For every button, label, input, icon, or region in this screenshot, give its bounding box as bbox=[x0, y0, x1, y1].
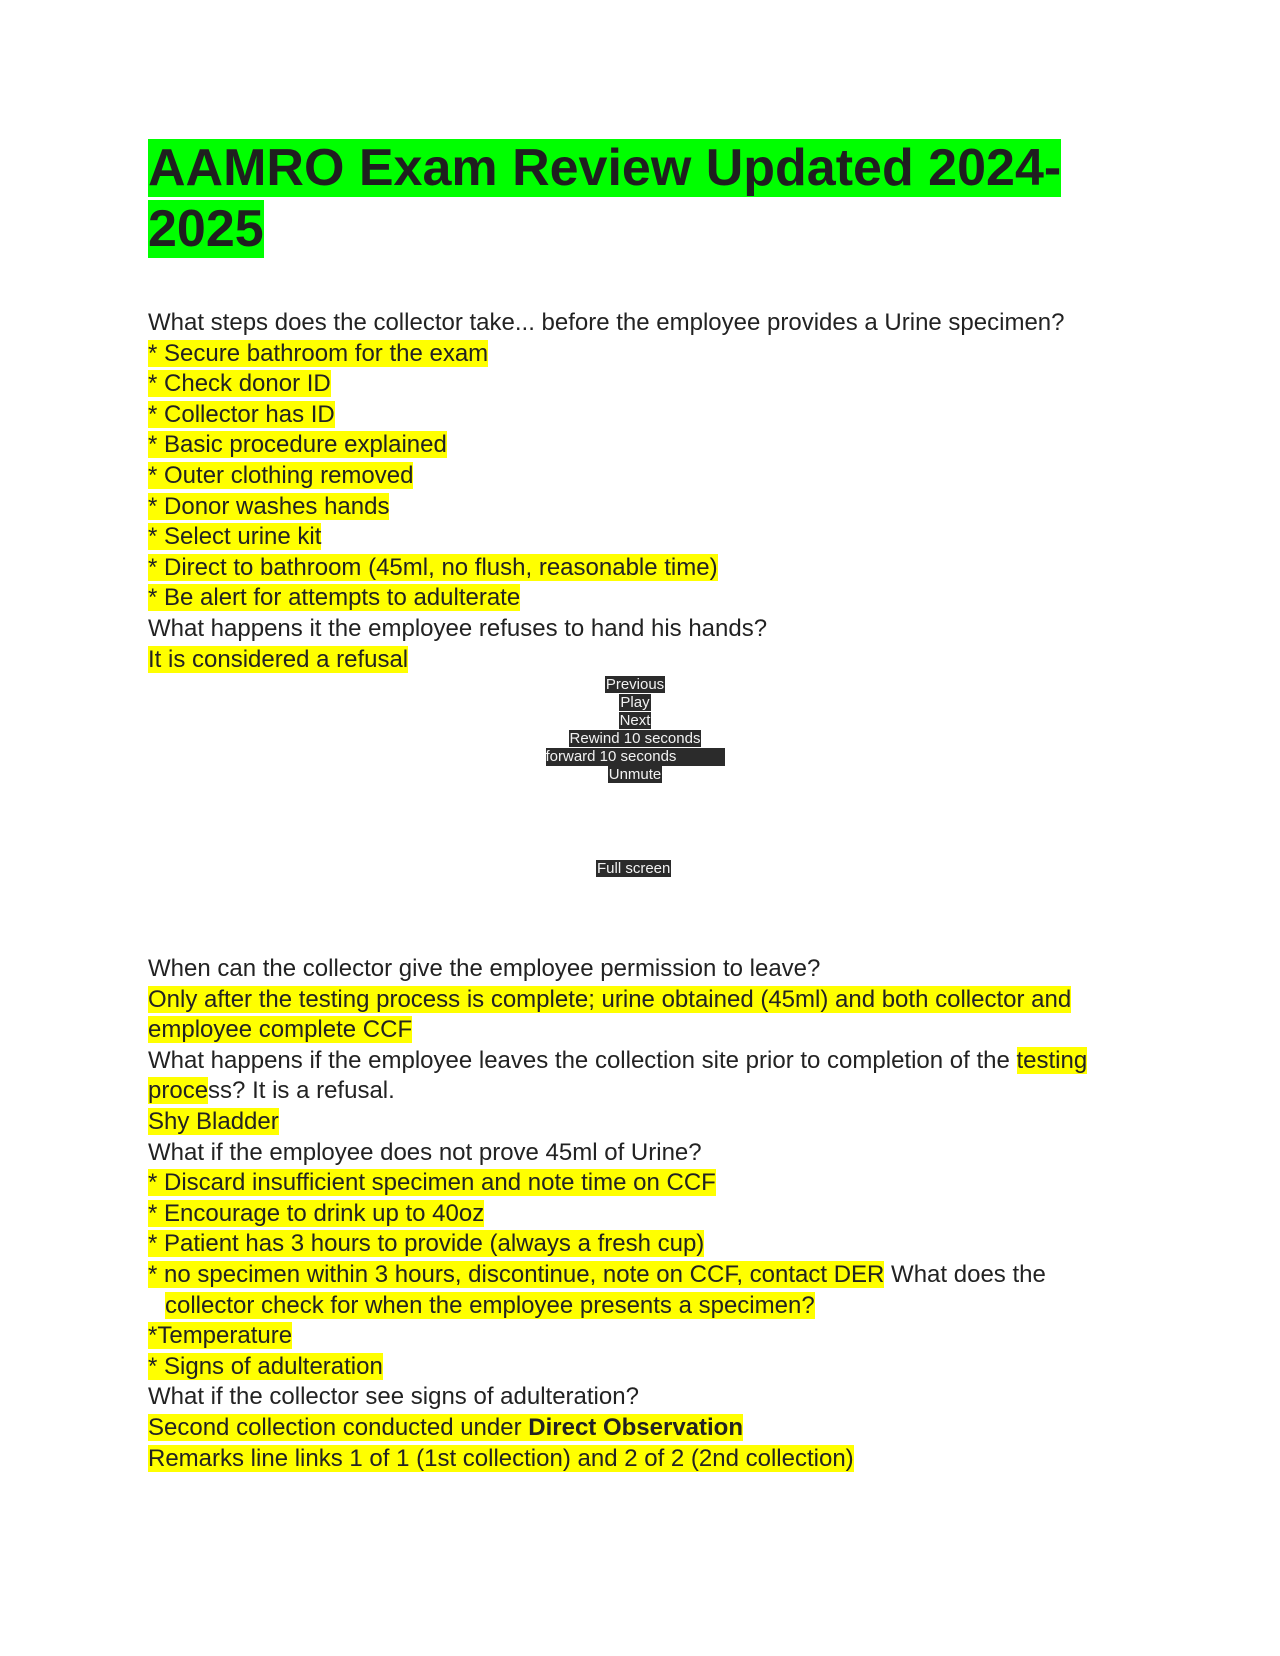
next-button[interactable]: Next bbox=[619, 712, 651, 729]
document-page bbox=[148, 138, 1128, 675]
question-collector-steps: What steps does the collector take... before the employee provides a Urine specimen? bbox=[148, 309, 1065, 336]
question-leaves-site: What happens if the employee leaves the collection site prior to completion of the testing process? It is a refusal. bbox=[148, 1046, 1088, 1105]
question-refuse-hands: What happens it the employee refuses to hand his hands? bbox=[148, 614, 768, 642]
list-item: * Check donor ID bbox=[148, 370, 331, 398]
list-item: * Basic procedure explained bbox=[148, 431, 447, 459]
list-item: * Patient has 3 hours to provide (always a fresh cup) bbox=[148, 1230, 705, 1258]
answer-refusal: It is considered a refusal bbox=[148, 645, 409, 673]
list-item: * Select urine kit bbox=[148, 523, 322, 551]
list-item: * Donor washes hands bbox=[148, 492, 390, 520]
list-item: * Encourage to drink up to 40oz bbox=[148, 1199, 485, 1227]
rewind-button[interactable]: Rewind 10 seconds bbox=[569, 730, 701, 747]
fullscreen-control bbox=[596, 860, 671, 878]
section-1 bbox=[148, 308, 1128, 675]
question-adulteration: What if the collector see signs of adulteration? bbox=[148, 1383, 639, 1411]
list-item: * Direct to bathroom (45ml, no flush, reasonable time) bbox=[148, 553, 718, 581]
fullscreen-button[interactable]: Full screen bbox=[597, 860, 671, 877]
unmute-button[interactable]: Unmute bbox=[608, 766, 662, 783]
answer-permission-leave: Only after the testing process is complete; urine obtained (45ml) and both collector and employee complete CCF bbox=[148, 985, 1072, 1044]
question-collector-check: collector check for when the employee presents a specimen? bbox=[165, 1291, 815, 1319]
document-title: AAMRO Exam Review Updated 2024-2025 bbox=[148, 139, 1062, 258]
previous-button[interactable]: Previous bbox=[605, 676, 665, 693]
question-insufficient-urine: What if the employee does not prove 45ml of Urine? bbox=[148, 1138, 702, 1166]
play-button[interactable]: Play bbox=[620, 694, 650, 711]
heading-shy-bladder: Shy Bladder bbox=[148, 1107, 279, 1135]
list-item: * Be alert for attempts to adulterate bbox=[148, 584, 521, 612]
forward-button[interactable]: forward 10 seconds bbox=[546, 748, 725, 766]
media-controls bbox=[540, 676, 730, 784]
answer-direct-observation: Second collection conducted under Direct Observation bbox=[148, 1413, 743, 1441]
list-item: * Outer clothing removed bbox=[148, 461, 414, 489]
list-item: * Secure bathroom for the exam bbox=[148, 339, 489, 367]
list-item-no-specimen: * no specimen within 3 hours, discontinue, note on CCF, contact DER What does the collector check for when the employee presents a specimen? bbox=[148, 1260, 1046, 1319]
answer-remarks-line: Remarks line links 1 of 1 (1st collection) and 2 of 2 (2nd collection) bbox=[148, 1444, 854, 1472]
section-2 bbox=[148, 954, 1128, 1474]
steps-list bbox=[148, 339, 1128, 614]
list-item: *Temperature bbox=[148, 1322, 293, 1350]
list-item: * Collector has ID bbox=[148, 400, 335, 428]
list-item: * Signs of adulteration bbox=[148, 1352, 383, 1380]
question-permission-leave: When can the collector give the employee permission to leave? bbox=[148, 955, 821, 982]
list-item: * Discard insufficient specimen and note time on CCF bbox=[148, 1169, 716, 1197]
